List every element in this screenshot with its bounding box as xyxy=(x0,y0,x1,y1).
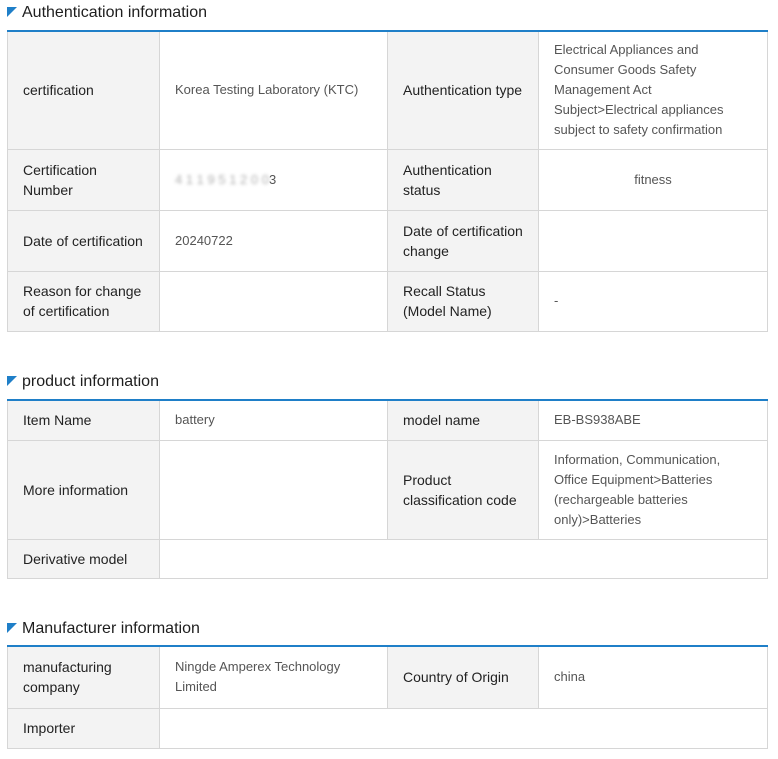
derivative-model-label: Derivative model xyxy=(8,539,160,578)
classification-code-label: Product classification code xyxy=(388,440,539,539)
authentication-type-label: Authentication type xyxy=(388,31,539,149)
authentication-status-value: fitness xyxy=(539,149,768,210)
item-name-value: battery xyxy=(160,400,388,440)
product-section-header xyxy=(7,370,159,394)
more-information-label: More information xyxy=(8,440,160,539)
more-information-value xyxy=(160,440,388,539)
classification-code-value: Information, Communication, Office Equipment>Batteries (rechargeable batteries only)>Batteries xyxy=(539,440,768,539)
recall-status-label: Recall Status (Model Name) xyxy=(388,271,539,331)
certification-number-label: Certification Number xyxy=(8,149,160,210)
certification-date-value: 20240722 xyxy=(160,210,388,271)
table-row xyxy=(8,31,768,149)
manufacturing-company-label: manufacturing company xyxy=(8,646,160,708)
table-row xyxy=(8,271,768,331)
certification-number-cell xyxy=(160,149,388,210)
table-row xyxy=(8,440,768,539)
table-row xyxy=(8,646,768,708)
authentication-status-label: Authentication status xyxy=(388,149,539,210)
section-marker-icon xyxy=(7,7,17,17)
authentication-section-title: Authentication information xyxy=(22,4,207,21)
derivative-model-value xyxy=(160,539,768,578)
change-reason-label: Reason for change of certification xyxy=(8,271,160,331)
redacted-number: 4 1 1 9 5 1 2 0 0 xyxy=(175,171,269,187)
table-row xyxy=(8,210,768,271)
manufacturing-company-value: Ningde Amperex Technology Limited xyxy=(160,646,388,708)
manufacturer-section-header xyxy=(7,617,200,641)
manufacturer-section-title: Manufacturer information xyxy=(22,620,200,637)
model-name-label: model name xyxy=(388,400,539,440)
table-row xyxy=(8,149,768,210)
manufacturer-table xyxy=(7,645,768,749)
certification-change-date-value xyxy=(539,210,768,271)
certification-value: Korea Testing Laboratory (KTC) xyxy=(160,31,388,149)
recall-status-value: - xyxy=(539,271,768,331)
importer-label: Importer xyxy=(8,708,160,748)
table-row xyxy=(8,539,768,578)
country-of-origin-label: Country of Origin xyxy=(388,646,539,708)
authentication-table xyxy=(7,30,768,332)
product-section-title: product information xyxy=(22,373,159,390)
table-row xyxy=(8,400,768,440)
country-of-origin-value: china xyxy=(539,646,768,708)
certification-date-label: Date of certification xyxy=(8,210,160,271)
importer-value xyxy=(160,708,768,748)
authentication-type-value: Electrical Appliances and Consumer Goods Safety Management Act Subject>Electrical appliances subject to safety confirmation xyxy=(539,31,768,149)
section-marker-icon xyxy=(7,623,17,633)
change-reason-value xyxy=(160,271,388,331)
authentication-section-header xyxy=(7,1,207,25)
product-table xyxy=(7,399,768,579)
certification-label: certification xyxy=(8,31,160,149)
table-row xyxy=(8,708,768,748)
model-name-value: EB-BS938ABE xyxy=(539,400,768,440)
item-name-label: Item Name xyxy=(8,400,160,440)
certification-number-value: 3 xyxy=(268,171,277,187)
certification-change-date-label: Date of certification change xyxy=(388,210,539,271)
section-marker-icon xyxy=(7,376,17,386)
